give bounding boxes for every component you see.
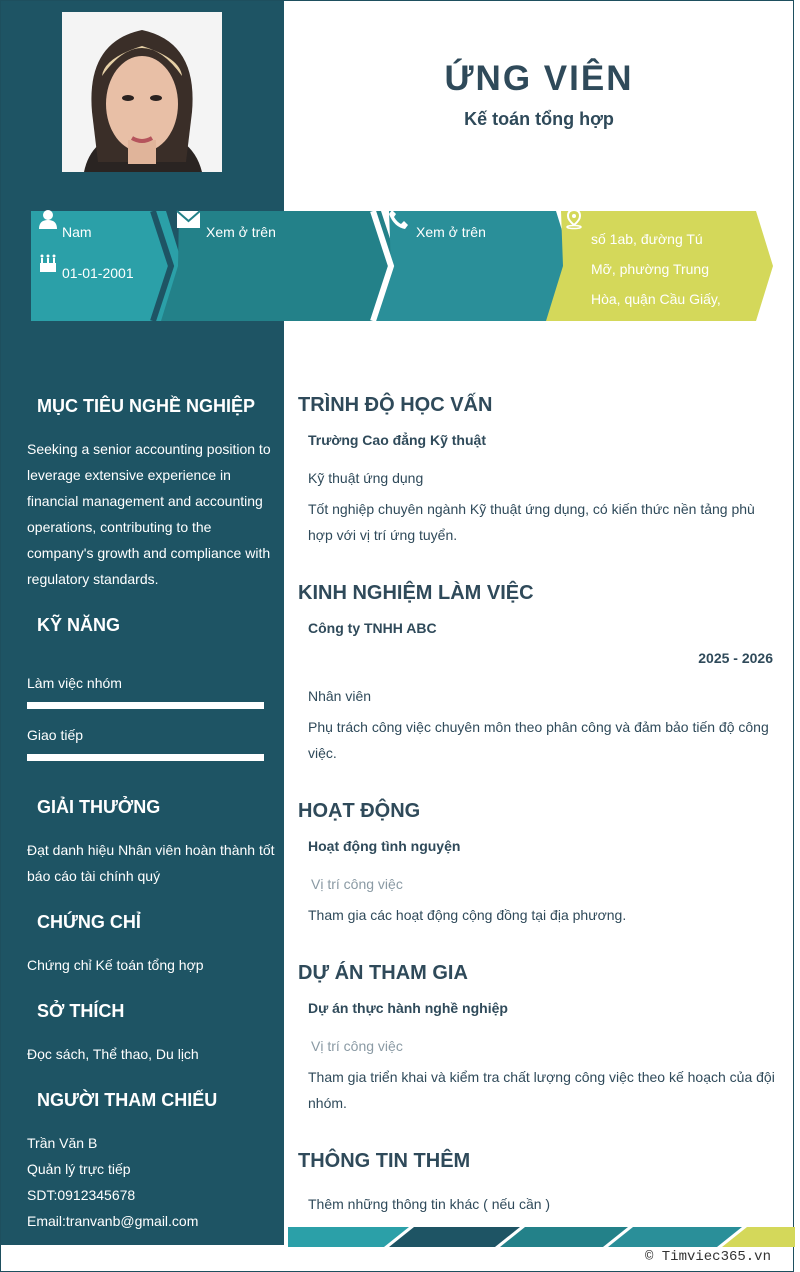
objective-heading: MỤC TIÊU NGHỀ NGHIỆP xyxy=(37,396,256,416)
gender-value: Nam xyxy=(62,224,92,240)
email-value: Xem ở trên xyxy=(206,224,276,240)
objective-line: financial management and accounting xyxy=(27,493,263,509)
avatar xyxy=(62,12,222,172)
hobbies-heading: SỞ THÍCH xyxy=(37,1001,125,1021)
phone-icon xyxy=(388,209,408,229)
skills-heading: KỸ NĂNG xyxy=(37,615,121,635)
hobbies-text: Đọc sách, Thể thao, Du lịch xyxy=(27,1046,199,1062)
reference-line: Email:tranvanb@gmail.com xyxy=(27,1213,199,1229)
avatar-portrait xyxy=(62,12,222,172)
activities-description: Tham gia các hoạt động cộng đồng tại địa phương. xyxy=(308,907,627,923)
experience-desc-line: Phụ trách công việc chuyên môn theo phân công và đảm bảo tiến độ công xyxy=(308,719,769,735)
objective-line: operations, contributing to the xyxy=(27,519,212,535)
experience-desc-line: việc. xyxy=(308,745,337,761)
experience-heading: KINH NGHIỆM LÀM VIỆC xyxy=(298,582,534,604)
awards-heading: GIẢI THƯỞNG xyxy=(37,797,161,817)
user-icon xyxy=(38,209,58,229)
experience-company: Công ty TNHH ABC xyxy=(308,620,437,636)
activities-role: Vị trí công việc xyxy=(311,876,403,892)
address-line: Hà Nội xyxy=(591,321,634,337)
education-school: Trường Cao đẳng Kỹ thuật xyxy=(308,432,486,448)
extra-info-heading: THÔNG TIN THÊM xyxy=(298,1150,471,1172)
objective-line: leverage extensive experience in xyxy=(27,467,231,483)
education-desc-line: hợp với vị trí ứng tuyển. xyxy=(308,527,458,543)
location-pin-icon xyxy=(564,209,584,229)
projects-name: Dự án thực hành nghề nghiệp xyxy=(308,1000,508,1016)
activities-heading: HOẠT ĐỘNG xyxy=(298,800,421,822)
experience-dates: 2025 - 2026 xyxy=(698,650,773,666)
contact-info-band xyxy=(1,206,795,337)
awards-line: báo cáo tài chính quý xyxy=(27,868,161,884)
education-description xyxy=(308,496,778,548)
awards-line: Đạt danh hiệu Nhân viên hoàn thành tốt xyxy=(27,842,275,858)
objective-text xyxy=(27,436,277,592)
education-heading: TRÌNH ĐỘ HỌC VẤN xyxy=(298,394,493,416)
projects-role: Vị trí công việc xyxy=(311,1038,403,1054)
objective-line: Seeking a senior accounting position to xyxy=(27,441,271,457)
skill-label: Giao tiếp xyxy=(27,727,84,743)
projects-description xyxy=(308,1064,778,1116)
reference-line: Trần Văn B xyxy=(27,1135,98,1151)
objective-line: regulatory standards. xyxy=(27,571,159,587)
address-line: Mỡ, phường Trung xyxy=(591,261,710,277)
copyright-text: © Timviec365.vn xyxy=(644,1249,771,1265)
mail-icon xyxy=(177,211,200,228)
page-title: ỨNG VIÊN xyxy=(444,59,634,98)
references-text xyxy=(27,1130,277,1234)
footer-band xyxy=(284,1227,795,1247)
phone-value: Xem ở trên xyxy=(416,224,486,240)
certificates-heading: CHỨNG CHỈ xyxy=(37,912,141,932)
skill-label: Làm việc nhóm xyxy=(27,675,122,691)
reference-line: Quản lý trực tiếp xyxy=(27,1161,131,1177)
references-heading: NGƯỜI THAM CHIẾU xyxy=(37,1090,218,1110)
job-title: Kế toán tổng hợp xyxy=(464,109,614,129)
education-desc-line: Tốt nghiệp chuyên ngành Kỹ thuật ứng dụng, có kiến thức nền tảng phù xyxy=(308,501,755,517)
address-value xyxy=(591,224,721,337)
birthday-cake-icon xyxy=(38,253,58,273)
footer-stripes xyxy=(284,1227,795,1247)
skill-bar xyxy=(27,702,264,709)
skill-bar xyxy=(27,754,264,761)
projects-desc-line: Tham gia triển khai và kiểm tra chất lượng công việc theo kế hoạch của đội xyxy=(308,1069,775,1085)
projects-desc-line: nhóm. xyxy=(308,1095,347,1111)
address-line: số 1ab, đường Tú xyxy=(591,231,703,247)
awards-text xyxy=(27,837,277,889)
birthday-value: 01-01-2001 xyxy=(62,265,134,281)
reference-line: SDT:0912345678 xyxy=(27,1187,136,1203)
extra-info-text: Thêm những thông tin khác ( nếu cần ) xyxy=(308,1196,551,1212)
experience-role: Nhân viên xyxy=(308,688,372,704)
activities-name: Hoạt động tình nguyện xyxy=(308,838,461,854)
certificates-text: Chứng chỉ Kế toán tổng hợp xyxy=(27,957,204,973)
projects-heading: DỰ ÁN THAM GIA xyxy=(298,962,468,984)
objective-line: company's growth and compliance with xyxy=(27,545,271,561)
address-line: Hòa, quận Cầu Giấy, xyxy=(591,291,721,307)
experience-description xyxy=(308,714,778,766)
education-major: Kỹ thuật ứng dụng xyxy=(308,470,424,486)
